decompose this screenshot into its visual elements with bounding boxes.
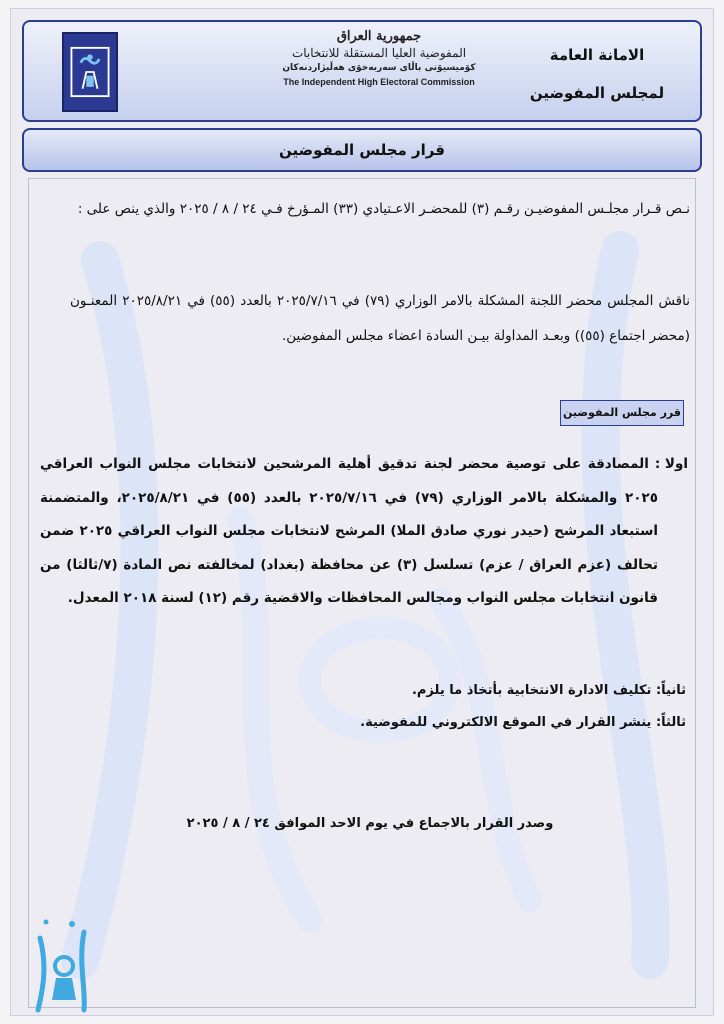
closing-statement: وصدر القرار بالاجماع في يوم الاحد الموافق ٢٤ / ٨ / ٢٠٢٥ bbox=[186, 816, 554, 831]
decision-badge: قرر مجلس المفوضين bbox=[560, 400, 684, 426]
organization-name-block bbox=[274, 28, 484, 89]
decision-item-2: ثانياً: تكليف الادارة الانتخابية بأتخاذ ما يلزم. bbox=[411, 683, 686, 698]
letterhead bbox=[22, 20, 702, 122]
decision-item-1-label: اولا : bbox=[654, 456, 688, 472]
org-name-kurdish: کۆمیسیۆنی باڵای سەربەخۆی هەڵبژاردنەکان bbox=[282, 63, 476, 73]
decision-item-1 bbox=[40, 448, 688, 616]
discussion-paragraph: ناقش المجلس محضر اللجنة المشكلة بالامر الوزاري (٧٩) في ٢٠٢٥/٧/١٦ بالعدد (٥٥) في ٢٠٢٥/٨/٢١ المعنـون (محضر اجتماع (٥٥)) وبعـد المداولة بيـن السادة اعضاء مجلس المفوضين. bbox=[70, 293, 690, 344]
secretariat-line2: لمجلس المفوضين bbox=[529, 84, 665, 102]
org-name-arabic-1: جمهورية العراق bbox=[336, 29, 422, 44]
decision-intro-paragraph: نـص قـرار مجلـس المفوضيـن رقـم (٣) للمحضـر الاعـتيادي (٣٣) المـؤرخ فـي ٢٤ / ٨ / ٢٠٢٥ والذي ينص على : bbox=[77, 201, 690, 217]
decision-item-3: ثالثاً: ينشر القرار في الموقع الالكتروني للمفوضية. bbox=[360, 715, 686, 730]
org-name-english: The Independent High Electoral Commission bbox=[283, 77, 475, 87]
footer-logo-icon bbox=[34, 918, 94, 1013]
secretariat-line1: الامانة العامة bbox=[549, 46, 645, 64]
org-name-arabic-2: المفوضية العليا المستقلة للانتخابات bbox=[291, 46, 467, 60]
document-title: قرار مجلس المفوضين bbox=[22, 128, 702, 172]
ihec-logo-icon bbox=[62, 32, 118, 112]
secretariat-label bbox=[512, 36, 682, 112]
decision-item-1-text: المصادقة على توصية محضر لجنة تدقيق أهلية المرشحين لانتخابات مجلس النواب العراقي ٢٠٢٥ والمشكلة بالامر الوزاري (٧٩) في ٢٠٢٥/٧/١٦ بالعدد (٥٥) في ٢٠٢٥/٨/٢١، والمتضمنة استبعاد المرشح (حيدر نوري صادق الملا) المرشح لانتخابات مجلس النواب العراقي ٢٠٢٥ ضمن تحالف (عزم العراق / عزم) تسلسل (٣) عن محافظة (بغداد) لمخالفته نص المادة (٧/ثالثا) من قانون انتخابات مجلس النواب ومجالس المحافظات والاقضية رقم (١٢) لسنة ٢٠١٨ المعدل. bbox=[40, 456, 659, 606]
